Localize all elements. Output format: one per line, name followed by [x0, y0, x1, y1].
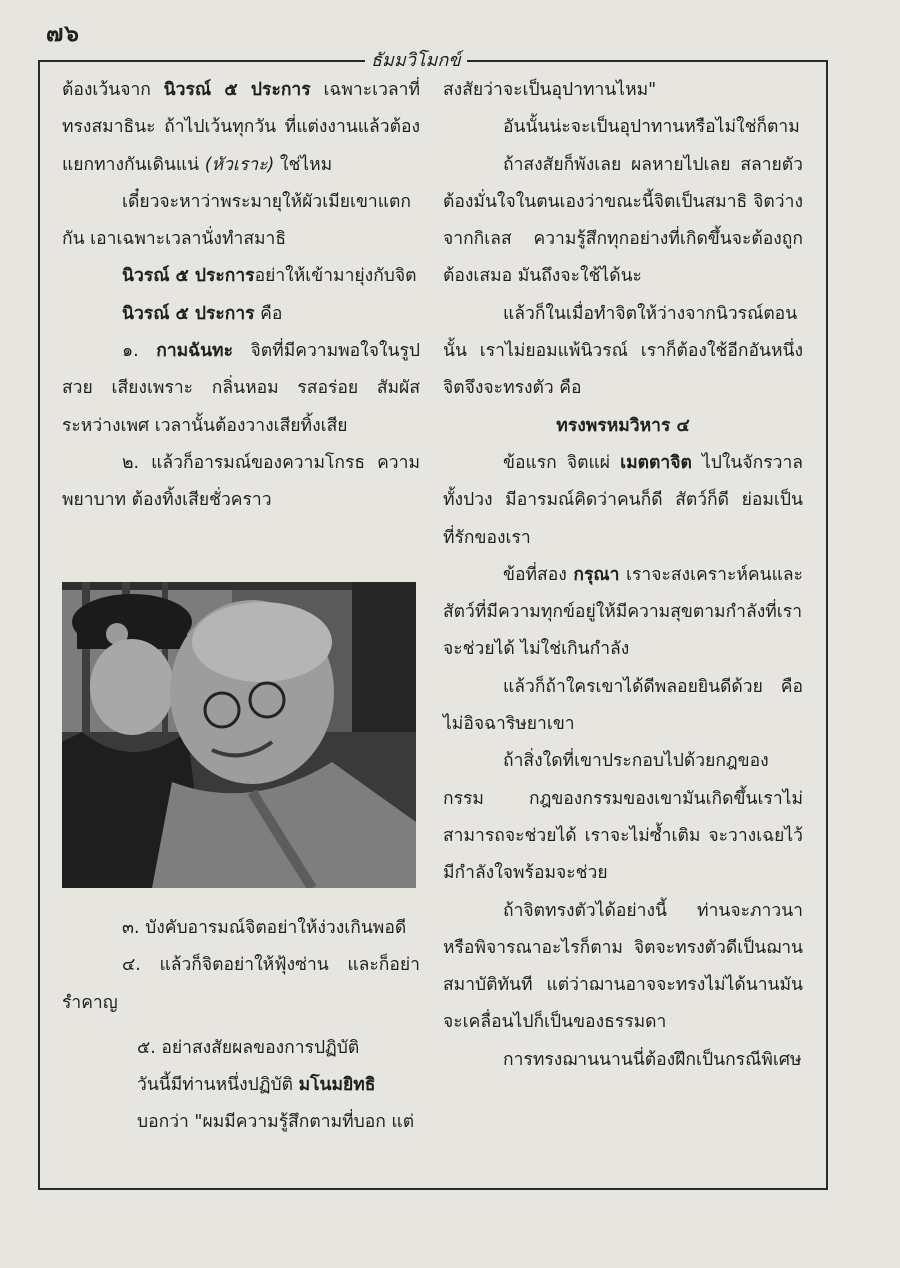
paragraph: การทรงฌานนานนี่ต้องฝึกเป็นกรณีพิเศษ [503, 1049, 802, 1070]
paragraph: เดี๋ยวจะหาว่าพระมายุให้ผัวเมียเขาแตกกัน เอาเฉพาะเวลานั่งทำสมาธิ [62, 191, 411, 250]
paragraph: ถ้าจิตทรงตัวได้อย่างนี้ ท่านจะภาวนาหรือพิจารณาอะไรก็ตาม จิตจะทรงตัวดีเป็นฌานสมาบัติทันที แต่ว่าฌานอาจจะทรงไม่ได้นานมันจะเคลื่อนไปก็เป็นของธรรมดา [443, 900, 803, 1033]
paragraph: อันนั้นน่ะจะเป็นอุปาทานหรือไม่ใช่ก็ตาม [503, 117, 800, 138]
paragraph: ถ้าสิ่งใดที่เขาประกอบไปด้วยกฎของกรรม กฎของกรรมของเขามันเกิดขึ้นเราไม่สามารถจะช่วยได้ เราจะไม่ซ้ำเติม จะวางเฉยไว้ มีกำลังใจพร้อมจะช่วย [443, 751, 803, 884]
monk-photograph [62, 582, 416, 888]
paragraph: วันนี้มีท่านหนึ่งปฏิบัติ มโนมยิทธิ [137, 1075, 376, 1096]
left-column-continued [62, 910, 420, 1142]
paragraph: บอกว่า "ผมมีความรู้สึกตามที่บอก แต่ [137, 1112, 415, 1133]
paragraph: ต้องเว้นจาก นิวรณ์ ๕ ประการ เฉพาะเวลาที่ทรงสมาธินะ ถ้าไปเว้นทุกวัน ที่แต่งงานแล้วต้องแยกทางกันเดินแน่ (หัวเราะ) ใช่ไหม [62, 80, 421, 175]
running-head: ธัมมวิโมกข์ [365, 45, 467, 74]
paragraph: สงสัยว่าจะเป็นอุปาทานไหม" [443, 80, 657, 100]
paragraph: แล้วก็ในเมื่อทำจิตให้ว่างจากนิวรณ์ตอนนั้น เราไม่ยอมแพ้นิวรณ์ เราก็ต้องใช้อีกอันหนึ่งจิตจึงจะทรงตัว คือ [443, 303, 803, 399]
list-item: ๕. อย่าสงสัยผลของการปฏิบัติ [137, 1037, 360, 1058]
photo-illustration [62, 582, 416, 888]
right-column [443, 72, 803, 1079]
list-item: ๓. บังคับอารมณ์จิตอย่าให้ง่วงเกินพอดี [122, 918, 407, 938]
paragraph: ข้อที่สอง กรุณา เราจะสงเคราะห์คนและสัตว์ที่มีความทุกข์อยู่ให้มีความสุขตามกำลังที่เราจะช่วยได้ ไม่ใช่เกินกำลัง [443, 564, 804, 660]
list-item: ๒. แล้วก็อารมณ์ของความโกรธ ความพยาบาท ต้องทิ้งเสียชั่วคราว [62, 452, 420, 511]
list-item: ๔. แล้วก็จิตอย่าให้ฟุ้งซ่าน และก็อย่ารำคาญ [62, 955, 420, 1013]
left-column [62, 72, 420, 520]
list-item: ๑. กามฉันทะ จิตที่มีความพอใจในรูปสวย เสียงเพราะ กลิ่นหอม รสอร่อย สัมผัสระหว่างเพศ เวลานั้นต้องวางเสียทิ้งเสีย [62, 341, 420, 436]
paragraph: แล้วก็ถ้าใครเขาได้ดีพลอยยินดีด้วย คือไม่อิจฉาริษยาเขา [443, 676, 803, 735]
page-number: ๗๖ [46, 21, 80, 47]
section-heading: ทรงพรหมวิหาร ๔ [556, 415, 690, 436]
paragraph: นิวรณ์ ๕ ประการ คือ [122, 303, 283, 324]
paragraph: ข้อแรก จิตแผ่ เมตตาจิต ไปในจักรวาลทั้งปวง มีอารมณ์คิดว่าคนก็ดี สัตว์ก็ดี ย่อมเป็นที่รักของเรา [443, 452, 804, 548]
paragraph: ถ้าสงสัยก็พังเลย ผลหายไปเลย สลายตัว ต้องมั่นใจในตนเองว่าขณะนี้จิตเป็นสมาธิ จิตว่างจากกิเลส ความรู้สึกทุกอย่างที่เกิดขึ้นจะต้องถูกต้องเสมอ มันถึงจะใช้ได้นะ [443, 154, 803, 287]
paragraph: นิวรณ์ ๕ ประการอย่าให้เข้ามายุ่งกับจิต [122, 266, 417, 287]
